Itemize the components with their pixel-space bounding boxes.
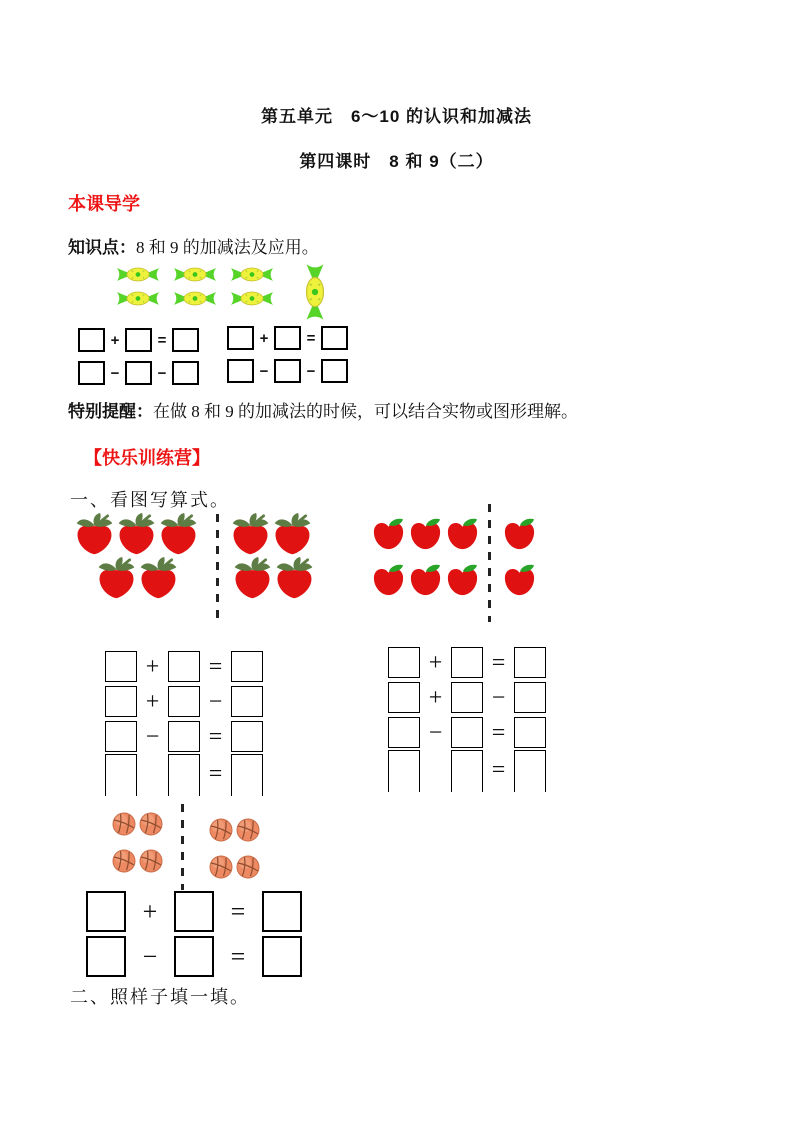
apple-icon <box>408 563 443 598</box>
candy-icon <box>173 290 217 307</box>
operator: = <box>491 649 506 676</box>
answer-box[interactable] <box>514 750 546 792</box>
candy-pair <box>116 266 160 307</box>
answer-box[interactable] <box>451 750 483 792</box>
apple-row <box>371 563 482 598</box>
operator: + <box>428 684 443 711</box>
knowledge-point-line <box>68 233 319 258</box>
unit-title: 第五单元 6～10 的认识和加减法 <box>260 107 533 126</box>
apple-group-left <box>371 517 482 598</box>
strawberry-icon <box>228 512 273 559</box>
answer-box[interactable] <box>174 891 214 932</box>
basketball-icon <box>139 849 163 873</box>
equation-row <box>105 684 263 719</box>
operator: − <box>306 362 316 380</box>
section1-title: 一、看图写算式。 <box>70 490 230 510</box>
candy-icon <box>116 290 160 307</box>
strawberry-row <box>230 556 314 603</box>
operator: + <box>142 896 158 926</box>
answer-box[interactable] <box>231 754 263 796</box>
answer-box[interactable] <box>514 647 546 678</box>
answer-box[interactable] <box>388 717 420 748</box>
answer-box[interactable] <box>174 936 214 977</box>
strawberry-row <box>94 556 198 603</box>
answer-box[interactable] <box>78 328 105 352</box>
operator: − <box>145 723 160 750</box>
equation-row <box>388 680 546 715</box>
candy-vertical-icon <box>303 263 327 321</box>
strawberry-icon <box>156 512 201 559</box>
basketball-row <box>209 818 263 842</box>
operator: = <box>230 941 246 971</box>
basketball-icon <box>236 855 260 879</box>
candy-icon <box>230 266 274 283</box>
equation-row <box>86 936 302 977</box>
operator: + <box>110 331 120 349</box>
guide-heading: 本课导学 <box>68 194 140 214</box>
strawberry-icon <box>114 512 159 559</box>
basketball-icon <box>112 812 136 836</box>
equation-row <box>78 328 199 352</box>
answer-box[interactable] <box>86 891 126 932</box>
candy-pair <box>230 266 274 307</box>
strawberry-icon <box>270 512 315 559</box>
operator: = <box>208 653 223 680</box>
strawberry-icon <box>72 512 117 559</box>
operator: = <box>491 757 506 783</box>
equation-row <box>105 754 263 796</box>
strawberry-icon <box>272 556 317 603</box>
answer-box[interactable] <box>231 651 263 682</box>
answer-box[interactable] <box>105 651 137 682</box>
operator: = <box>208 723 223 750</box>
basketball-icon <box>236 818 260 842</box>
apple-icon <box>445 517 480 552</box>
answer-box[interactable] <box>227 326 254 350</box>
operator: − <box>208 688 223 715</box>
equation-row <box>227 359 348 383</box>
operator: = <box>157 331 167 349</box>
training-camp-heading: 【快乐训练营】 <box>84 448 210 468</box>
strawberry-equation-block <box>105 649 263 796</box>
apple-row <box>502 563 539 598</box>
basketball-icon <box>139 812 163 836</box>
strawberry-icon <box>136 556 181 603</box>
basketball-icon <box>209 855 233 879</box>
candy-equation-right <box>227 326 348 383</box>
candy-icon <box>230 290 274 307</box>
answer-box[interactable] <box>168 721 200 752</box>
operator: − <box>428 719 443 746</box>
answer-box[interactable] <box>86 936 126 977</box>
knowledge-label: 知识点： <box>68 238 136 257</box>
apple-icon <box>445 563 480 598</box>
candy-pair <box>173 266 217 307</box>
operator: = <box>208 761 223 787</box>
apple-icon <box>502 563 537 598</box>
equation-row <box>388 645 546 680</box>
basketball-row <box>112 849 166 873</box>
strawberry-group-right <box>228 512 314 603</box>
operator: = <box>230 896 246 926</box>
knowledge-text: 8 和 9 的加减法及应用。 <box>136 238 319 257</box>
candy-vertical <box>303 263 327 321</box>
strawberry-row <box>72 512 198 559</box>
answer-box[interactable] <box>262 891 302 932</box>
apple-group-right <box>502 517 539 598</box>
reminder-label: 特别提醒： <box>68 402 153 421</box>
operator: + <box>145 688 160 715</box>
operator: = <box>491 719 506 746</box>
answer-box[interactable] <box>105 754 137 796</box>
answer-box[interactable] <box>172 361 199 385</box>
basketball-icon <box>209 818 233 842</box>
answer-box[interactable] <box>231 686 263 717</box>
equation-row <box>78 361 199 385</box>
basketball-icon <box>112 849 136 873</box>
answer-box[interactable] <box>172 328 199 352</box>
answer-box[interactable] <box>451 682 483 713</box>
apple-icon <box>371 517 406 552</box>
apple-icon <box>408 517 443 552</box>
answer-box[interactable] <box>231 721 263 752</box>
basketball-row <box>209 855 263 879</box>
answer-box[interactable] <box>274 359 301 383</box>
answer-box[interactable] <box>105 721 137 752</box>
answer-box[interactable] <box>514 682 546 713</box>
answer-box[interactable] <box>388 647 420 678</box>
apple-icon <box>371 563 406 598</box>
basketball-group-right <box>209 818 263 879</box>
answer-box[interactable] <box>262 936 302 977</box>
answer-box[interactable] <box>78 361 105 385</box>
strawberry-icon <box>230 556 275 603</box>
answer-box[interactable] <box>125 328 152 352</box>
answer-box[interactable] <box>168 651 200 682</box>
equation-row <box>86 891 302 932</box>
strawberry-row <box>228 512 314 559</box>
answer-box[interactable] <box>388 750 420 792</box>
answer-box[interactable] <box>514 717 546 748</box>
dashed-divider <box>181 804 184 890</box>
candy-illustration <box>116 266 274 307</box>
answer-box[interactable] <box>168 686 200 717</box>
candy-equation-left <box>78 328 199 385</box>
operator: − <box>110 364 120 382</box>
operator: − <box>142 941 158 971</box>
answer-box[interactable] <box>105 686 137 717</box>
equation-row <box>105 719 263 754</box>
answer-box[interactable] <box>168 754 200 796</box>
equation-row <box>227 326 348 350</box>
answer-box[interactable] <box>451 717 483 748</box>
operator: + <box>145 653 160 680</box>
basketball-row <box>112 812 166 836</box>
equation-row <box>388 750 546 792</box>
answer-box[interactable] <box>227 359 254 383</box>
answer-box[interactable] <box>388 682 420 713</box>
answer-box[interactable] <box>321 326 348 350</box>
candy-icon <box>116 266 160 283</box>
reminder-text: 在做 8 和 9 的加减法的时候，可以结合实物或图形理解。 <box>153 402 578 421</box>
strawberry-group-left <box>72 512 198 603</box>
dashed-divider <box>488 504 491 622</box>
reminder-line <box>68 397 668 422</box>
operator: − <box>259 362 269 380</box>
operator: + <box>428 649 443 676</box>
answer-box[interactable] <box>451 647 483 678</box>
answer-box[interactable] <box>125 361 152 385</box>
section2-title: 二、照样子填一填。 <box>70 987 250 1007</box>
apple-icon <box>502 517 537 552</box>
operator: − <box>491 684 506 711</box>
strawberry-icon <box>94 556 139 603</box>
equation-row <box>388 715 546 750</box>
operator: = <box>306 329 316 347</box>
candy-icon <box>173 266 217 283</box>
equation-row <box>105 649 263 684</box>
basketball-equation-block <box>86 891 302 977</box>
answer-box[interactable] <box>321 359 348 383</box>
basketball-group-left <box>112 812 166 873</box>
answer-box[interactable] <box>274 326 301 350</box>
apple-row <box>371 517 482 552</box>
operator: − <box>157 364 167 382</box>
lesson-title: 第四课时 8 和 9（二） <box>299 152 494 171</box>
operator: + <box>259 329 269 347</box>
dashed-divider <box>216 514 219 618</box>
apple-equation-block <box>388 645 546 792</box>
apple-row <box>502 517 539 552</box>
